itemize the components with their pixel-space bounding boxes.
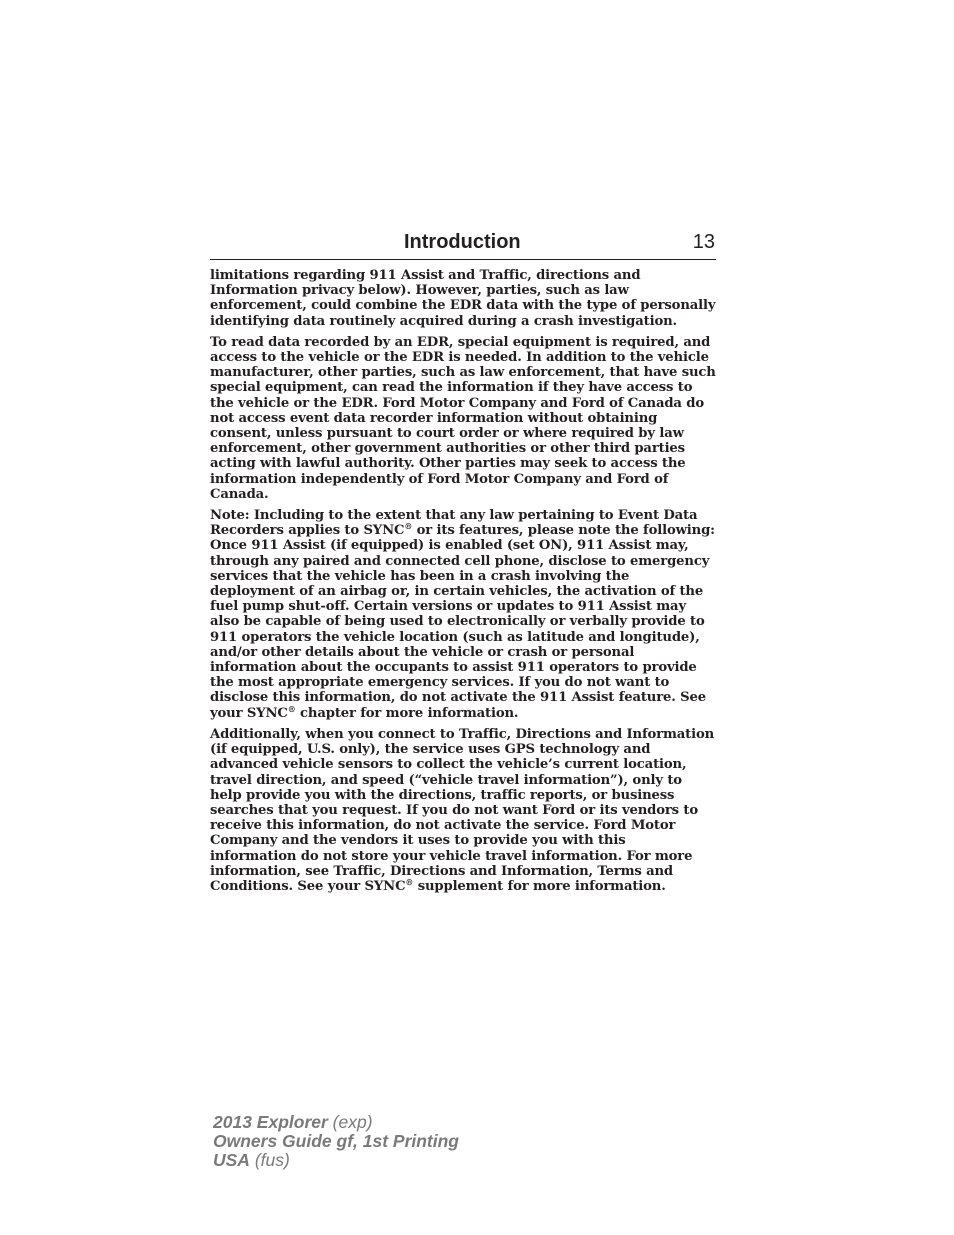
- paragraph-edr-access: To read data recorded by an EDR, special equipment is required, and access to the vehicle or the EDR is needed. In addition to the vehicle manufacturer, other parties, such as law enforcement, that have such special equipment, can read the information if they have access to the vehicle or the EDR. Ford Motor Company and Ford of Canada do not access event data recorder information without obtaining consent, unless pursuant to court order or where required by law enforcement, other government authorities or other third parties acting with lawful authority. Other parties may seek to access the information independently of Ford Motor Company and Ford of Canada.: [210, 334, 716, 502]
- paragraph-traffic-directions: [210, 727, 716, 894]
- registered-mark: ®: [404, 521, 413, 532]
- paragraph-911-assist-note: [210, 508, 716, 721]
- page-header: [210, 229, 716, 260]
- footer-model-line: [213, 1113, 459, 1132]
- paragraph-text: supplement for more information.: [413, 878, 666, 894]
- body-text: [210, 268, 716, 900]
- footer-guide: Owners Guide gf, 1st Printing: [213, 1131, 459, 1151]
- footer-model: 2013 Explorer: [213, 1112, 328, 1132]
- footer-model-code: (exp): [327, 1112, 373, 1132]
- section-title: Introduction: [404, 231, 521, 253]
- paragraph-text: Note: Including to the extent that any law pertaining to Event Data Recorders applies to SYNC: [210, 508, 698, 539]
- footer-market-code: (fus): [249, 1150, 290, 1170]
- paragraph-edr-limitations: limitations regarding 911 Assist and Traffic, directions and Information privacy below). However, parties, such as law enforcement, could combine the EDR data with the type of personally identifying data routinely acquired during a crash investigation.: [210, 268, 716, 329]
- paragraph-text: chapter for more information.: [295, 705, 519, 721]
- footer: [213, 1113, 459, 1170]
- registered-mark: ®: [405, 876, 414, 887]
- footer-market: USA: [213, 1150, 250, 1170]
- footer-market-line: [213, 1151, 459, 1170]
- page-number: 13: [692, 231, 715, 253]
- paragraph-text: or its features, please note the following: Once 911 Assist (if equipped) is enabled (set ON), 911 Assist may, through any paired and connected cell phone, disclose to emergency services that the vehicle has been in a crash involving the deployment of an airbag or, in certain vehicles, the activation of the fuel pump shut-off. Certain versions or updates to 911 Assist may also be capable of being used to electronically or verbally provide to 911 operators the vehicle location (such as latitude and longitude), and/or other details about the vehicle or crash or personal information about the occupants to assist 911 operators to provide the most appropriate emergency services. If you do not want to disclose this information, do not activate the 911 Assist feature. See your SYNC: [210, 523, 715, 721]
- registered-mark: ®: [287, 703, 296, 714]
- paragraph-text: Additionally, when you connect to Traffic, Directions and Information (if equipped, U.S. only), the service uses GPS technology and advanced vehicle sensors to collect the vehicle’s current location, travel direction, and speed (“vehicle travel information”), only to help provide you with the directions, traffic reports, or business searches that you request. If you do not want Ford or its vendors to receive this information, do not activate the service. Ford Motor Company and the vendors it uses to provide you with this information do not store your vehicle travel information. For more information, see Traffic, Directions and Information, Terms and Conditions. See your SYNC: [210, 726, 715, 894]
